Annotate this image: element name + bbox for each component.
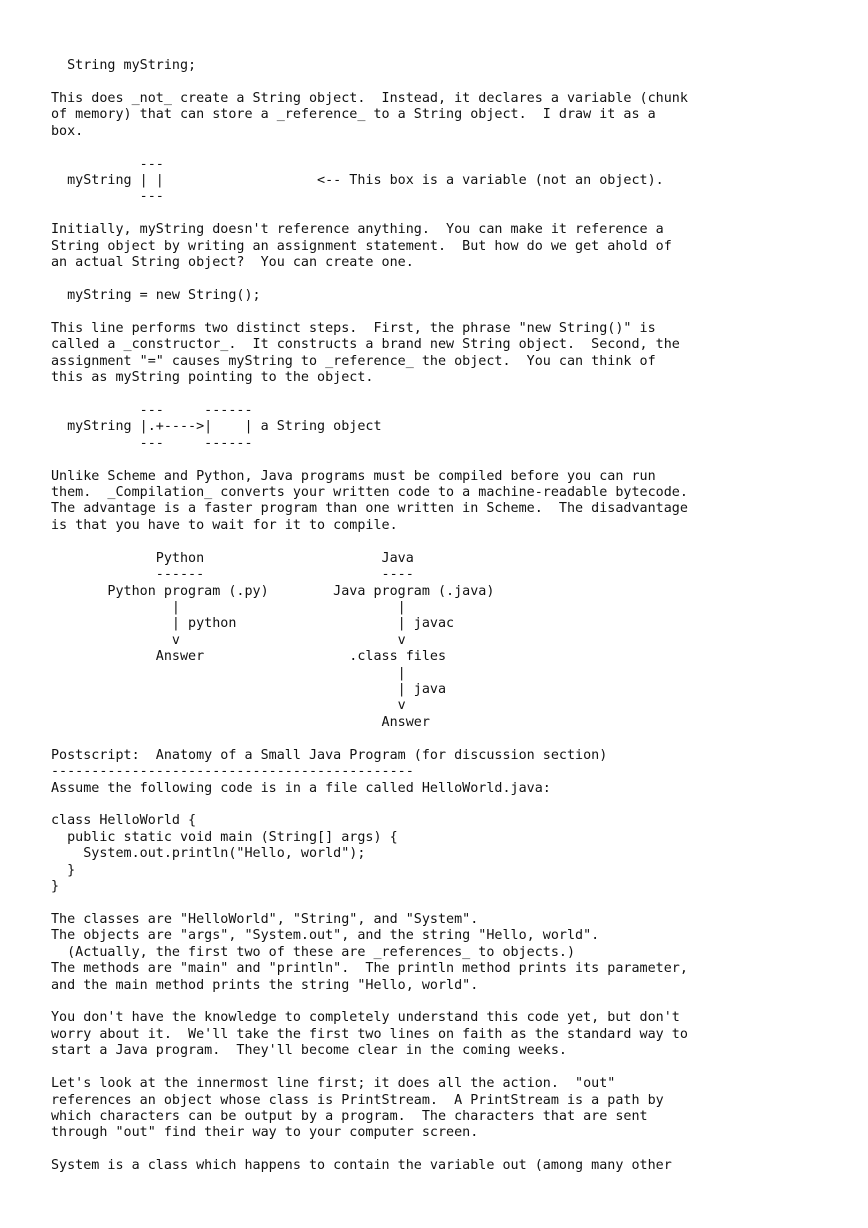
document-page xyxy=(51,58,851,1175)
document-text: String myString; This does _not_ create a String object. Instead, it declares a variable (chunk of memory) that can store a _reference_ to a String object. I draw it as a box. --- myString | | <-- This box is a variable (not an object). --- Initially, myString doesn't reference anything. You can make it reference a String object by writing an assignment statement. But how do we get ahold of an actual String object? You can create one. myString = new String(); This line performs two distinct steps. First, the phrase "new String()" is called a _constructor_. It constructs a brand new String object. Second, the assignment "=" causes myString to _reference_ the object. You can think of this as myString pointing to the object. --- ------ myString |.+---->| | a String object --- ------ Unlike Scheme and Python, Java programs must be compiled before you can run them. _Compilation_ converts your written code to a machine-readable bytecode. The advantage is a faster program than one written in Scheme. The disadvantage is that you have to wait for it to compile. Python Java ------ ---- Python program (.py) Java program (.java) | | | python | javac v v Answer .class files | | java v Answer Postscript: Anatomy of a Small Java Program (for discussion section) --------------------------------------------- Assume the following code is in a file called HelloWorld.java: class HelloWorld { public static void main (String[] args) { System.out.println("Hello, world"); } } The classes are "HelloWorld", "String", and "System". The objects are "args", "System.out", and the string "Hello, world". (Actually, the first two of these are _references_ to objects.) The methods are "main" and "println". The println method prints its parameter, and the main method prints the string "Hello, world". You don't have the knowledge to completely understand this code yet, but don't worry about it. We'll take the first two lines on faith as the standard way to start a Java program. They'll become clear in the coming weeks. Let's look at the innermost line first; it does all the action. "out" references an object whose class is PrintStream. A PrintStream is a path by which characters can be output by a program. The characters that are sent through "out" find their way to your computer screen. System is a class which happens to contain the variable out (among many other xyxy=(51,58,688,1174)
